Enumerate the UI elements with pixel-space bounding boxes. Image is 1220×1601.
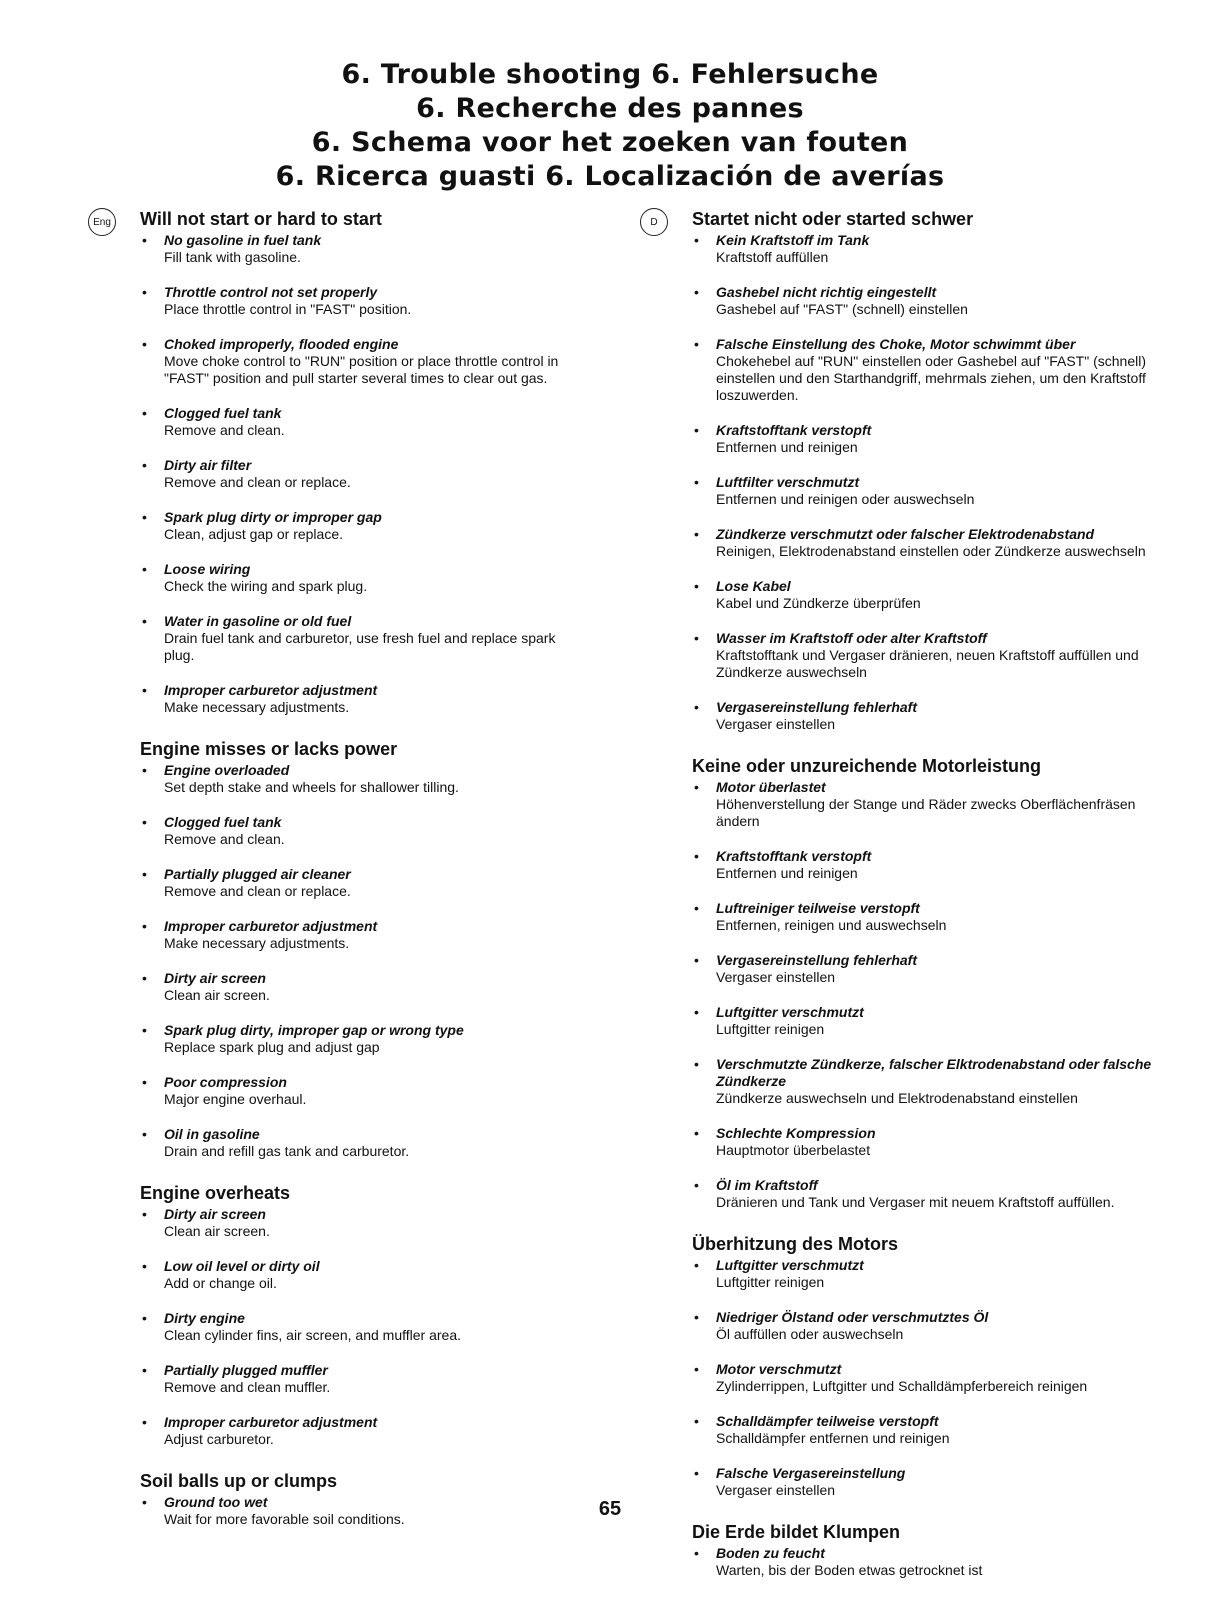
problem-remedy: Entfernen und reinigen oder auswechseln (716, 491, 975, 507)
list-item (140, 336, 588, 387)
section-title: Engine misses or lacks power (140, 739, 398, 759)
list-item (140, 1414, 588, 1448)
bullet-icon: • (142, 561, 147, 577)
bullet-icon: • (694, 1257, 699, 1273)
list-item (692, 1125, 1180, 1159)
bullet-icon: • (694, 422, 699, 438)
problem-cause: Wasser im Kraftstoff oder alter Kraftstoff (716, 630, 987, 646)
problem-cause: Improper carburetor adjustment (164, 682, 378, 698)
bullet-icon: • (694, 779, 699, 795)
bullet-icon: • (694, 1125, 699, 1141)
problem-cause: Dirty air filter (164, 457, 252, 473)
problem-remedy: Vergaser einstellen (716, 1482, 836, 1498)
problem-cause: Clogged fuel tank (164, 405, 282, 421)
list-item (692, 578, 1180, 612)
english-column (88, 208, 588, 1550)
problem-cause: Throttle control not set properly (164, 284, 378, 300)
list-item (692, 422, 1180, 456)
problem-cause: Schalldämpfer teilweise verstopft (716, 1413, 939, 1429)
bullet-icon: • (694, 1361, 699, 1377)
problem-remedy: Fill tank with gasoline. (164, 249, 301, 265)
bullet-icon: • (142, 762, 147, 778)
list-item (692, 1004, 1180, 1038)
bullet-icon: • (694, 1465, 699, 1481)
list-item (692, 1545, 1180, 1579)
problem-cause: Partially plugged air cleaner (164, 866, 351, 882)
bullet-icon: • (142, 918, 147, 934)
problem-cause: Niedriger Ölstand oder verschmutztes Öl (716, 1309, 989, 1325)
list-item (692, 630, 1180, 681)
problem-remedy: Add or change oil. (164, 1275, 277, 1291)
bullet-icon: • (142, 1494, 147, 1510)
problem-remedy: Kabel und Zündkerze überprüfen (716, 595, 921, 611)
list-item (140, 405, 588, 439)
bullet-icon: • (142, 1206, 147, 1222)
problem-remedy: Gashebel auf "FAST" (schnell) einstellen (716, 301, 968, 317)
bullet-icon: • (142, 457, 147, 473)
list-item (692, 1465, 1180, 1499)
problem-remedy: Replace spark plug and adjust gap (164, 1039, 380, 1055)
list-item (140, 232, 588, 266)
problem-cause: Schlechte Kompression (716, 1125, 876, 1141)
section-title: Startet nicht oder started schwer (692, 209, 974, 229)
title-line: 6. Ricerca guasti 6. Localización de averías (275, 161, 945, 192)
problem-cause: Clogged fuel tank (164, 814, 282, 830)
problem-remedy: Clean, adjust gap or replace. (164, 526, 343, 542)
bullet-icon: • (142, 336, 147, 352)
problem-cause: Öl im Kraftstoff (716, 1177, 818, 1193)
title-line: 6. Trouble shooting 6. Fehlersuche (341, 59, 879, 90)
problem-remedy: Entfernen und reinigen (716, 865, 858, 881)
list-item (140, 1126, 588, 1160)
list-item (692, 284, 1180, 318)
problem-remedy: Remove and clean. (164, 422, 285, 438)
bullet-icon: • (142, 613, 147, 629)
problem-cause: Luftgitter verschmutzt (716, 1004, 864, 1020)
problem-remedy: Remove and clean. (164, 831, 285, 847)
german-column (640, 208, 1180, 1601)
bullet-icon: • (142, 1414, 147, 1430)
list-item (692, 699, 1180, 733)
problem-cause: Luftgitter verschmutzt (716, 1257, 864, 1273)
list-item (692, 336, 1180, 404)
bullet-icon: • (694, 474, 699, 490)
bullet-icon: • (142, 1258, 147, 1274)
bullet-icon: • (142, 1022, 147, 1038)
problem-cause: Motor überlastet (716, 779, 826, 795)
list-item (692, 779, 1180, 830)
problem-cause: Lose Kabel (716, 578, 791, 594)
problem-cause: Motor verschmutzt (716, 1361, 842, 1377)
problem-cause: Kraftstofftank verstopft (716, 848, 872, 864)
problem-remedy: Kraftstoff auffüllen (716, 249, 829, 265)
problem-cause: Dirty air screen (164, 1206, 266, 1222)
bullet-icon: • (694, 526, 699, 542)
problem-cause: Choked improperly, flooded engine (164, 336, 399, 352)
list-item (140, 970, 588, 1004)
problem-remedy: Vergaser einstellen (716, 716, 836, 732)
bullet-icon: • (142, 970, 147, 986)
bullet-icon: • (694, 1004, 699, 1020)
problem-cause: Zündkerze verschmutzt oder falscher Elektrodenabstand (716, 526, 1095, 542)
list-item (140, 918, 588, 952)
list-item (692, 848, 1180, 882)
problem-cause: Vergasereinstellung fehlerhaft (716, 699, 917, 715)
problem-remedy: Remove and clean or replace. (164, 474, 351, 490)
troubleshooting-section (140, 738, 588, 1160)
problem-remedy: Place throttle control in "FAST" position. (164, 301, 412, 317)
language-badge-eng: Eng (88, 208, 116, 236)
troubleshooting-section (692, 755, 1180, 1211)
list-item (140, 1258, 588, 1292)
problem-cause: Improper carburetor adjustment (164, 1414, 378, 1430)
english-sections (140, 208, 588, 1528)
problem-cause: Oil in gasoline (164, 1126, 260, 1142)
problem-remedy: Set depth stake and wheels for shallower tilling. (164, 779, 459, 795)
problem-remedy: Dränieren und Tank und Vergaser mit neuem Kraftstoff auffüllen. (716, 1194, 1115, 1210)
problem-cause: Low oil level or dirty oil (164, 1258, 320, 1274)
page-number: 65 (598, 1498, 622, 1520)
bullet-icon: • (694, 699, 699, 715)
problem-remedy: Clean cylinder fins, air screen, and muffler area. (164, 1327, 461, 1343)
problem-cause: Vergasereinstellung fehlerhaft (716, 952, 917, 968)
bullet-icon: • (694, 1545, 699, 1561)
problem-cause: Spark plug dirty, improper gap or wrong type (164, 1022, 464, 1038)
bullet-icon: • (142, 1362, 147, 1378)
list-item (140, 814, 588, 848)
problem-remedy: Make necessary adjustments. (164, 935, 350, 951)
list-item (692, 526, 1180, 560)
list-item (692, 1056, 1180, 1107)
list-item (140, 1022, 588, 1056)
problem-remedy: Kraftstofftank und Vergaser dränieren, neuen Kraftstoff auffüllen und Zündkerze auswechseln (716, 647, 1139, 680)
problem-cause: Poor compression (164, 1074, 287, 1090)
list-item (692, 232, 1180, 266)
problem-cause: No gasoline in fuel tank (164, 232, 322, 248)
bullet-icon: • (694, 336, 699, 352)
problem-remedy: Drain fuel tank and carburetor, use fresh fuel and replace spark plug. (164, 630, 556, 663)
problem-remedy: Schalldämpfer entfernen und reinigen (716, 1430, 950, 1446)
troubleshooting-section (692, 1233, 1180, 1499)
problem-cause: Improper carburetor adjustment (164, 918, 378, 934)
problem-remedy: Make necessary adjustments. (164, 699, 350, 715)
section-title: Soil balls up or clumps (140, 1471, 338, 1491)
bullet-icon: • (142, 1126, 147, 1142)
problem-cause: Dirty engine (164, 1310, 245, 1326)
bullet-icon: • (142, 682, 147, 698)
bullet-icon: • (694, 630, 699, 646)
bullet-icon: • (694, 900, 699, 916)
troubleshooting-section (692, 208, 1180, 733)
list-item (140, 613, 588, 664)
bullet-icon: • (694, 1309, 699, 1325)
bullet-icon: • (142, 509, 147, 525)
problem-cause: Loose wiring (164, 561, 251, 577)
problem-cause: Kein Kraftstoff im Tank (716, 232, 870, 248)
problem-cause: Gashebel nicht richtig eingestellt (716, 284, 937, 300)
problem-cause: Ground too wet (164, 1494, 268, 1510)
list-item (140, 457, 588, 491)
problem-remedy: Move choke control to "RUN" position or place throttle control in "FAST" position and pull starter several times to clear out gas. (164, 353, 559, 386)
problem-cause: Luftfilter verschmutzt (716, 474, 860, 490)
list-item (140, 762, 588, 796)
problem-cause: Engine overloaded (164, 762, 290, 778)
problem-cause: Water in gasoline or old fuel (164, 613, 352, 629)
bullet-icon: • (694, 232, 699, 248)
problem-remedy: Wait for more favorable soil conditions. (164, 1511, 405, 1527)
problem-remedy: Hauptmotor überbelastet (716, 1142, 871, 1158)
section-title: Überhitzung des Motors (692, 1234, 898, 1254)
problem-remedy: Adjust carburetor. (164, 1431, 274, 1447)
list-item (692, 900, 1180, 934)
list-item (140, 1206, 588, 1240)
troubleshooting-section (692, 1521, 1180, 1579)
title-line: 6. Recherche des pannes (416, 93, 804, 124)
list-item (140, 1074, 588, 1108)
problem-remedy: Luftgitter reinigen (716, 1021, 825, 1037)
section-title: Engine overheats (140, 1183, 291, 1203)
problem-remedy: Entfernen, reinigen und auswechseln (716, 917, 947, 933)
bullet-icon: • (142, 405, 147, 421)
bullet-icon: • (694, 578, 699, 594)
bullet-icon: • (142, 232, 147, 248)
bullet-icon: • (694, 284, 699, 300)
problem-remedy: Entfernen und reinigen (716, 439, 858, 455)
problem-cause: Partially plugged muffler (164, 1362, 328, 1378)
list-item (692, 474, 1180, 508)
list-item (140, 682, 588, 716)
page-titles (0, 58, 1220, 194)
problem-cause: Falsche Vergasereinstellung (716, 1465, 906, 1481)
title-line: 6. Schema voor het zoeken van fouten (311, 127, 909, 158)
problem-remedy: Öl auffüllen oder auswechseln (716, 1326, 904, 1342)
problem-remedy: Vergaser einstellen (716, 969, 836, 985)
bullet-icon: • (142, 814, 147, 830)
list-item (140, 284, 588, 318)
list-item (140, 1362, 588, 1396)
problem-remedy: Chokehebel auf "RUN" einstellen oder Gashebel auf "FAST" (schnell) einstellen und den Starthandgriff, mehrmals ziehen, um den Kraftstoff loszuwerden. (716, 353, 1146, 403)
troubleshooting-section (140, 208, 588, 716)
bullet-icon: • (142, 284, 147, 300)
problem-cause: Falsche Einstellung des Choke, Motor schwimmt über (716, 336, 1076, 352)
problem-cause: Boden zu feucht (716, 1545, 825, 1561)
language-badge-de: D (640, 208, 668, 236)
section-title: Die Erde bildet Klumpen (692, 1522, 901, 1542)
problem-cause: Verschmutzte Zündkerze, falscher Elktrodenabstand oder falsche Zündkerze (716, 1056, 1152, 1089)
german-sections (692, 208, 1180, 1579)
list-item (140, 509, 588, 543)
bullet-icon: • (694, 1177, 699, 1193)
problem-cause: Spark plug dirty or improper gap (164, 509, 382, 525)
bullet-icon: • (142, 866, 147, 882)
list-item (692, 1257, 1180, 1291)
list-item (692, 1177, 1180, 1211)
problem-remedy: Zündkerze auswechseln und Elektrodenabstand einstellen (716, 1090, 1078, 1106)
problem-remedy: Luftgitter reinigen (716, 1274, 825, 1290)
problem-remedy: Remove and clean muffler. (164, 1379, 331, 1395)
bullet-icon: • (694, 848, 699, 864)
problem-remedy: Remove and clean or replace. (164, 883, 351, 899)
bullet-icon: • (694, 952, 699, 968)
bullet-icon: • (142, 1310, 147, 1326)
problem-remedy: Drain and refill gas tank and carburetor. (164, 1143, 410, 1159)
problem-remedy: Major engine overhaul. (164, 1091, 307, 1107)
bullet-icon: • (694, 1056, 699, 1072)
bullet-icon: • (142, 1074, 147, 1090)
bullet-icon: • (694, 1413, 699, 1429)
problem-cause: Kraftstofftank verstopft (716, 422, 872, 438)
problem-remedy: Höhenverstellung der Stange und Räder zwecks Oberflächenfräsen ändern (716, 796, 1136, 829)
section-title: Will not start or hard to start (140, 209, 382, 229)
problem-remedy: Clean air screen. (164, 1223, 270, 1239)
problem-cause: Dirty air screen (164, 970, 266, 986)
problem-remedy: Clean air screen. (164, 987, 270, 1003)
problem-cause: Luftreiniger teilweise verstopft (716, 900, 920, 916)
troubleshooting-section (140, 1182, 588, 1448)
problem-remedy: Warten, bis der Boden etwas getrocknet ist (716, 1562, 983, 1578)
list-item (692, 1361, 1180, 1395)
list-item (140, 561, 588, 595)
list-item (692, 1413, 1180, 1447)
list-item (140, 1310, 588, 1344)
list-item (140, 866, 588, 900)
list-item (692, 1309, 1180, 1343)
problem-remedy: Reinigen, Elektrodenabstand einstellen oder Zündkerze auswechseln (716, 543, 1146, 559)
problem-remedy: Zylinderrippen, Luftgitter und Schalldämpferbereich reinigen (716, 1378, 1088, 1394)
problem-remedy: Check the wiring and spark plug. (164, 578, 368, 594)
section-title: Keine oder unzureichende Motorleistung (692, 756, 1042, 776)
list-item (692, 952, 1180, 986)
